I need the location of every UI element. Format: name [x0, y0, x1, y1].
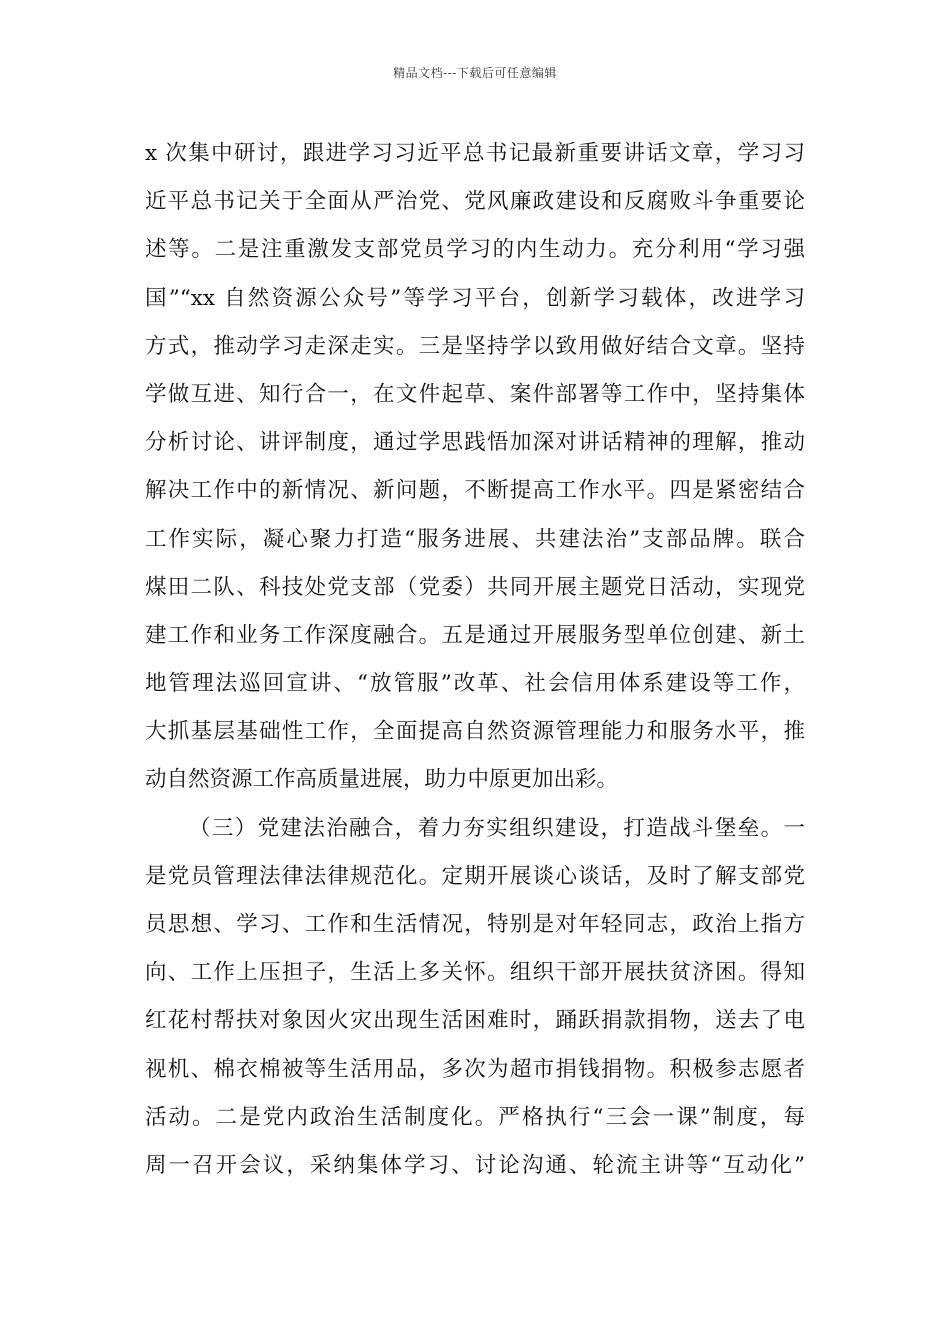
- body-text: [145, 130, 805, 1190]
- text-line: 建工作和业务工作深度融合。五是通过开展服务型单位创建、新土: [145, 622, 805, 648]
- text-line: 是党员管理法律法律规范化。定期开展谈心谈话，及时了解支部党: [145, 863, 805, 889]
- text-line: 近平总书记关于全面从严治党、党风廉政建设和反腐败斗争重要论: [145, 189, 805, 215]
- text-line: x 次集中研讨，跟进学习习近平总书记最新重要讲话文章，学习习: [145, 141, 805, 166]
- text-line: 大抓基层基础性工作，全面提高自然资源管理能力和服务水平，推: [145, 719, 805, 745]
- text-line: 动自然资源工作高质量进展，助力中原更加出彩。: [145, 767, 619, 793]
- section-heading-line: （三）党建法治融合，着力夯实组织建设，打造战斗堡垒。一: [189, 815, 805, 841]
- text-line: 周一召开会议，采纳集体学习、讨论沟通、轮流主讲等“互动化”: [145, 1152, 805, 1178]
- text-line: 向、工作上压担子，生活上多关怀。组织干部开展扶贫济困。得知: [145, 960, 805, 986]
- text-line: 方式，推动学习走深走实。三是坚持学以致用做好结合文章。坚持: [145, 333, 805, 359]
- text-line: 地管理法巡回宣讲、“放管服”改革、社会信用体系建设等工作，: [145, 671, 805, 697]
- text-line: 视机、棉衣棉被等生活用品，多次为超市捐钱捐物。积极参志愿者: [145, 1056, 805, 1082]
- text-line: 煤田二队、科技处党支部（党委）共同开展主题党日活动，实现党: [145, 574, 805, 600]
- page-header: 精品文档---下载后可任意编辑: [393, 66, 557, 80]
- text-line: 工作实际，凝心聚力打造“服务进展、共建法治”支部品牌。联合: [145, 526, 805, 552]
- text-line: 学做互进、知行合一，在文件起草、案件部署等工作中，坚持集体: [145, 381, 805, 407]
- text-line: 解决工作中的新情况、新问题，不断提高工作水平。四是紧密结合: [145, 478, 805, 504]
- text-line: 员思想、学习、工作和生活情况，特别是对年轻同志，政治上指方: [145, 912, 805, 937]
- text-line: 述等。二是注重激发支部党员学习的内生动力。充分利用“学习强: [145, 237, 805, 263]
- text-line: 分析讨论、讲评制度，通过学思践悟加深对讲话精神的理解，推动: [145, 430, 805, 456]
- text-line: 活动。二是党内政治生活制度化。严格执行“三会一课”制度，每: [145, 1104, 805, 1130]
- text-line: 红花村帮扶对象因火灾出现生活困难时，踊跃捐款捐物，送去了电: [145, 1008, 805, 1034]
- text-line: 国”“xx 自然资源公众号”等学习平台，创新学习载体，改进学习: [145, 285, 805, 311]
